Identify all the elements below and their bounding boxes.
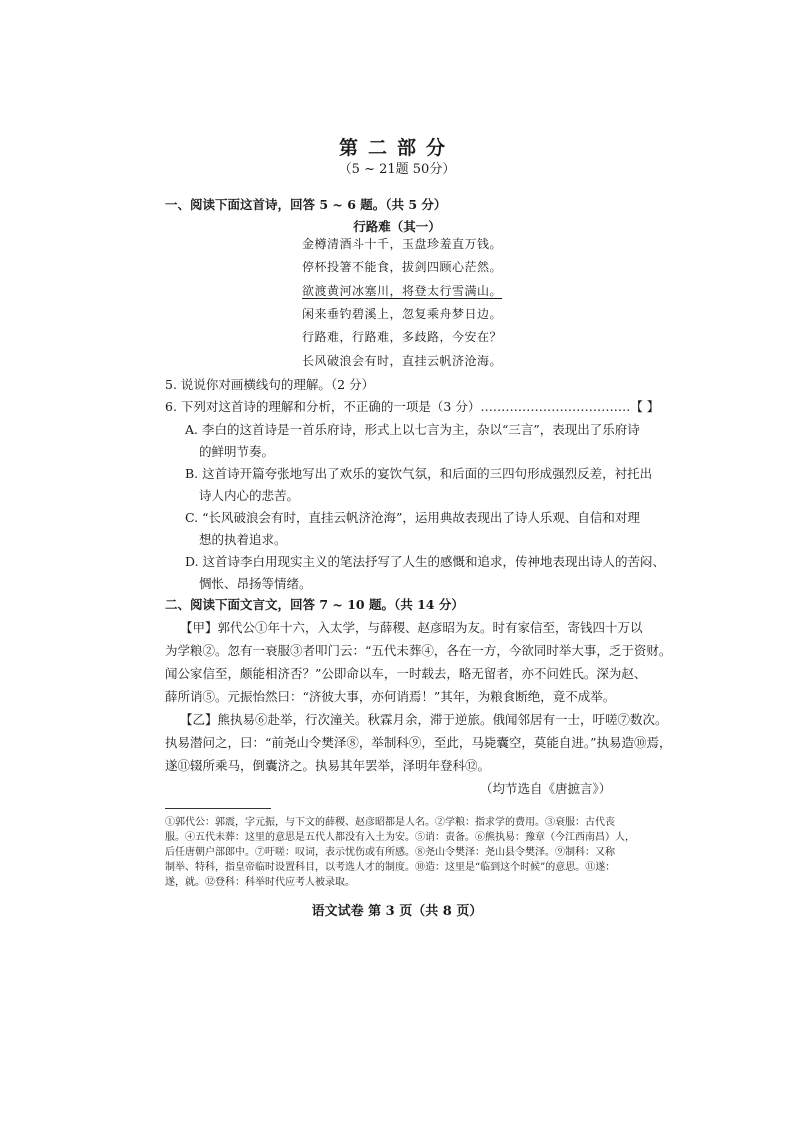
passage-jia-line: 为学粮②。忽有一衰服③者叩门云：“五代未葬④，各在一方，今欲同时举大事，乏于资财。	[165, 643, 672, 658]
passage-yi-line: 执易潜问之，曰：“前尧山令樊泽⑧，举制科⑨，至此，马毙囊空，莫能自进。”执易造⑩焉，	[165, 735, 672, 750]
option-a: A. 李白的这首诗是一首乐府诗，形式上以七言为主，杂以“三言”，表现出了乐府诗	[185, 422, 640, 437]
poem-line: 金樽清酒斗十千，玉盘珍羞直万钱。	[302, 237, 503, 251]
section2-heading: 二、阅读下面文言文，回答 7 ~ 10 题。（共 14 分）	[165, 597, 464, 612]
page-subtitle: （5 ~ 21题 50分）	[338, 162, 456, 177]
page-footer: 语文试卷 第 3 页（共 8 页）	[311, 904, 483, 919]
option-a-cont: 的鲜明节奏。	[199, 444, 275, 459]
passage-jia-line: 薛所诮⑤。元振怡然曰：“济彼大事，亦何诮焉！”其年，为粮食断绝，竟不成举。	[165, 689, 616, 704]
passage-jia-line: 【甲】郭代公①年十六，入太学，与薛稷、赵彦昭为友。时有家信至，寄钱四十万以	[180, 620, 643, 635]
question-6: 6. 下列对这首诗的理解和分析，不正确的一项是（3 分）………………………………【 】	[165, 399, 660, 414]
poem-line-underlined: 欲渡黄河冰塞川，将登太行雪满山。	[302, 284, 503, 298]
passage-yi-line: 遂⑪辍所乘马，倒囊济之。执易其年罢举，泽明年登科⑫。	[165, 758, 491, 773]
option-d-cont: 惆怅、昂扬等情绪。	[199, 576, 312, 591]
option-b: B. 这首诗开篇夸张地写出了欢乐的宴饮气氛，和后面的三四句形成强烈反差，衬托出	[185, 466, 653, 481]
passage-source: （均节选自《唐摭言》）	[480, 781, 612, 796]
option-c-cont: 想的执着追求。	[199, 532, 287, 547]
poem-line: 停杯投箸不能食，拔剑四顾心茫然。	[302, 260, 503, 274]
passage-jia-line: 闻公家信至，颇能相济否？”公即命以车，一时载去，略无留者，亦不问姓氏。深为赵、	[165, 666, 647, 681]
page-title: 第二部分	[338, 137, 455, 159]
footnote-line: 后任唐朝户部郎中。⑦吁嗟：叹词，表示忧伤或有所感。⑧尧山令樊泽：尧山县令樊泽。⑨制科：又称	[165, 847, 615, 858]
option-d: D. 这首诗李白用现实主义的笔法抒写了人生的感慨和追求，传神地表现出诗人的苦闷、	[185, 554, 666, 569]
footnote-line: 遂，就。⑫登科：科举时代应考人被录取。	[165, 877, 355, 888]
poem-line: 闲来垂钓碧溪上，忽复乘舟梦日边。	[302, 307, 503, 321]
footnote-line: 服。④五代未葬：这里的意思是五代人都没有入土为安。⑤诮：责备。⑥熊执易：豫章（今江西南昌）人，	[165, 832, 635, 843]
footnote-divider	[165, 808, 271, 809]
poem-line: 行路难，行路难，多歧路，今安在？	[302, 330, 503, 344]
option-b-cont: 诗人内心的悲苦。	[199, 488, 300, 503]
question-5: 5. 说说你对画横线句的理解。（2 分）	[165, 377, 375, 392]
footnote-line: ①郭代公：郭震，字元振，与下文的薛稷、赵彦昭都是人名。②学粮：指求学的费用。③衰服：古代丧	[165, 817, 615, 828]
option-c: C. “长风破浪会有时，直挂云帆济沧海”，运用典故表现出了诗人乐观、自信和对理	[185, 510, 640, 525]
footnotes	[165, 808, 635, 890]
poem-title: 行路难（其一）	[353, 219, 441, 234]
footnote-line: 制举、特科，指皇帝临时设置科目，以考选人才的制度。⑩造：这里是“临到这个时候”的意思。⑪遂：	[165, 862, 616, 873]
poem-line: 长风破浪会有时，直挂云帆济沧海。	[302, 354, 503, 368]
passage-yi-line: 【乙】熊执易⑥赴举，行次潼关。秋霖月余，滞于逆旅。俄闻邻居有一士，吁嗟⑦数次。	[180, 712, 668, 727]
section1-heading: 一、阅读下面这首诗，回答 5 ~ 6 题。（共 5 分）	[165, 197, 447, 212]
